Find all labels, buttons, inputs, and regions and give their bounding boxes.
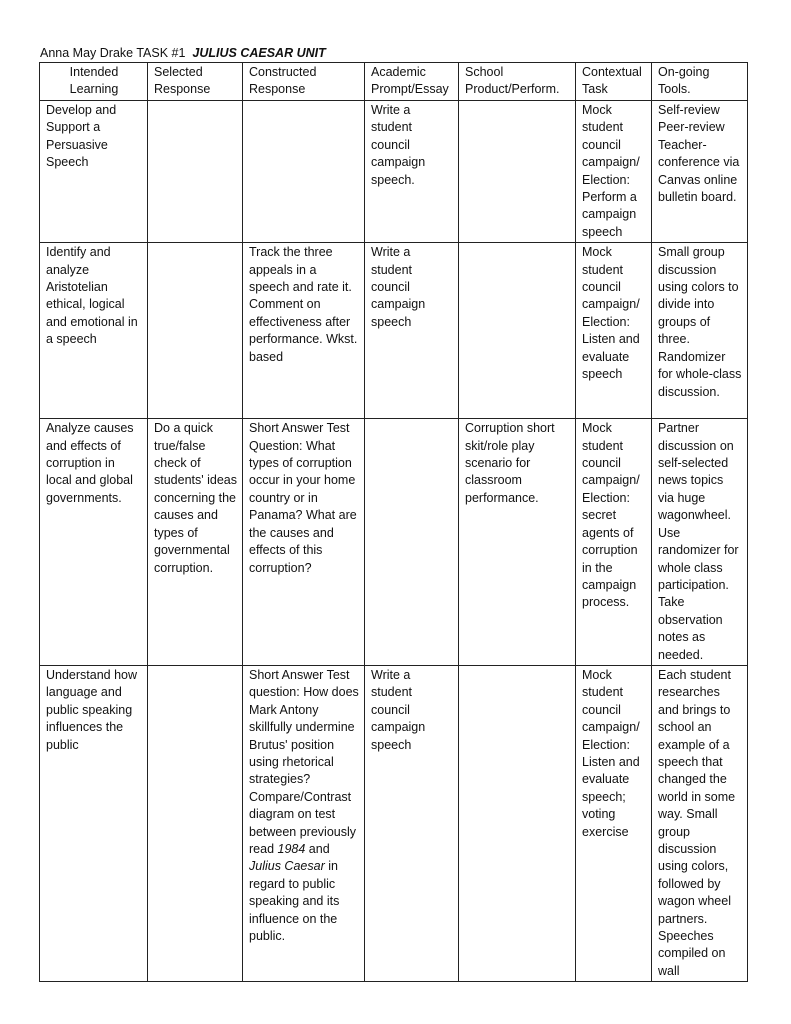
cell-tools: Each student researches and brings to school an example of a speech that changed the world in some way. Small group discussion using colors, followed by wagon wheel partners. Speeches compiled on wall [652,665,748,981]
cell-academic: Write a student council campaign speech. [365,101,459,243]
table-row [40,243,748,419]
cell-learning: Analyze causes and effects of corruption in local and global governments. [40,419,148,666]
cell-tools: Small group discussion using colors to divide into groups of three. Randomizer for whole-class discussion. [652,243,748,419]
constructed-text: and [305,842,330,856]
cell-contextual: Mock student council campaign/ Election: Listen and evaluate speech [576,243,652,419]
column-header: School Product/Perform. [459,63,576,101]
cell-learning: Identify and analyze Aristotelian ethical, logical and emotional in a speech [40,243,148,419]
cell-tools: Partner discussion on self-selected news topics via huge wagonwheel. Use randomizer for whole class participation. Take observation notes as needed. [652,419,748,666]
column-header: Academic Prompt/Essay [365,63,459,101]
constructed-text: in regard to public speaking and its influence on the public. [249,859,340,944]
cell-academic [365,419,459,666]
cell-contextual: Mock student council campaign/ Election: secret agents of corruption in the campaign process. [576,419,652,666]
cell-learning: Understand how language and public speaking influences the public [40,665,148,981]
cell-tools: Self-review Peer-review Teacher-conference via Canvas online bulletin board. [652,101,748,243]
column-header: Selected Response [148,63,243,101]
cell-contextual: Mock student council campaign/ Election: Listen and evaluate speech; voting exercise [576,665,652,981]
cell-selected [148,243,243,419]
book-title: 1984 [277,842,306,856]
cell-learning: Develop and Support a Persuasive Speech [40,101,148,243]
column-header: On-going Tools. [652,63,748,101]
column-header: Constructed Response [243,63,365,101]
title-unit: JULIUS CAESAR UNIT [192,46,326,60]
column-header: Intended Learning [40,63,148,101]
book-title: Julius Caesar [249,859,325,874]
table-row [40,419,748,666]
assessment-table [39,62,748,982]
cell-contextual: Mock student council campaign/ Election: Perform a campaign speech [576,101,652,243]
cell-academic: Write a student council campaign speech [365,243,459,419]
table-row [40,101,748,243]
page-title [40,46,326,61]
cell-selected [148,101,243,243]
cell-constructed: Short Answer Test Question: What types of corruption occur in your home country or in Panama? What are the causes and effects of this corruption? [243,419,365,666]
cell-product [459,665,576,981]
cell-selected: Do a quick true/false check of students' ideas concerning the causes and types of governmental corruption. [148,419,243,666]
cell-product [459,243,576,419]
table-row [40,665,748,981]
cell-academic: Write a student council campaign speech [365,665,459,981]
cell-constructed: Track the three appeals in a speech and rate it. Comment on effectiveness after performance. Wkst. based [243,243,365,419]
cell-product: Corruption short skit/role play scenario for classroom performance. [459,419,576,666]
table-header-row [40,63,748,101]
cell-constructed [243,101,365,243]
cell-constructed [243,665,365,981]
cell-product [459,101,576,243]
constructed-text: Short Answer Test question: How does Mark Antony skillfully undermine Brutus' position using rhetorical strategies? Compare/Contrast diagram on test between previously read [249,667,359,856]
title-author-task: Anna May Drake TASK #1 [40,46,186,60]
column-header: Contextual Task [576,63,652,101]
cell-selected [148,665,243,981]
